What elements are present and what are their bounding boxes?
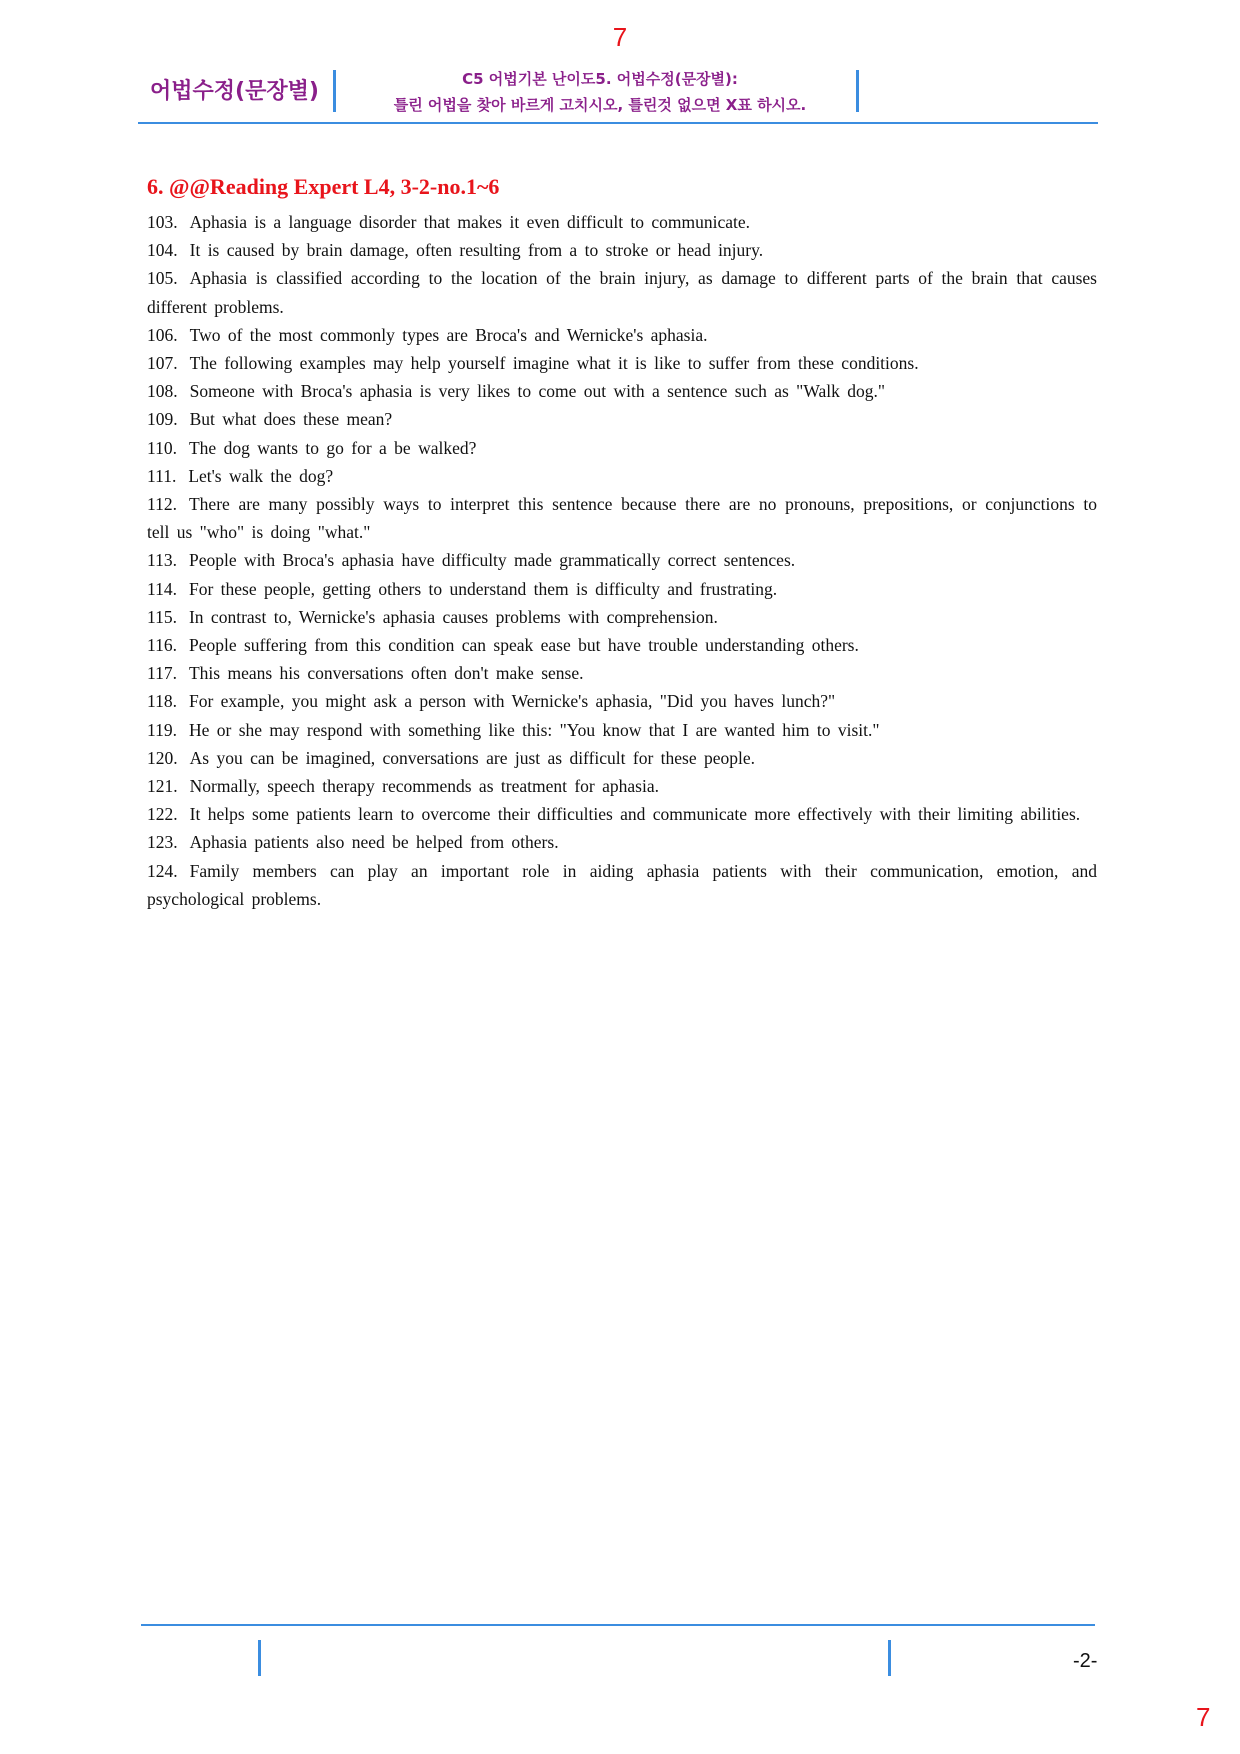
sentence-text: As you can be imagined, conversations are just as difficult for these people. [189, 747, 756, 768]
sentence-item [147, 716, 1097, 744]
sentence-text: Aphasia patients also need be helped from others. [189, 832, 559, 853]
sentence-number: 124. [147, 860, 178, 881]
sentence-text: He or she may respond with something like this: "You know that I are wanted him to visit." [188, 719, 880, 740]
footer-divider-left [258, 1640, 261, 1676]
sentence-item [147, 687, 1097, 715]
sentence-text: The dog wants to go for a be walked? [188, 437, 477, 458]
sentence-item [147, 631, 1097, 659]
sentence-number: 113. [147, 550, 177, 571]
sentence-text: For these people, getting others to understand them is difficulty and frustrating. [188, 578, 778, 599]
sentence-item [147, 659, 1097, 687]
top-page-number: 7 [612, 22, 628, 52]
sentence-item [147, 490, 1097, 546]
sentence-item [147, 208, 1097, 236]
sentence-item [147, 462, 1097, 490]
sentence-text: People suffering from this condition can speak ease but have trouble understanding others. [188, 635, 859, 656]
sentence-text: Let's walk the dog? [188, 465, 334, 486]
footer-divider-right [888, 1640, 891, 1676]
sentence-number: 122. [147, 804, 178, 825]
header-subtitle-line2: 틀린 어법을 찾아 바르게 고치시오, 틀린것 없으면 X표 하시오. [393, 96, 807, 114]
sentence-number: 110. [147, 437, 177, 458]
header-title: 어법수정(문장별) [150, 79, 319, 104]
sentence-number: 105. [147, 268, 178, 289]
footer-page-number: -2- [1073, 1650, 1098, 1672]
sentence-text: Normally, speech therapy recommends as treatment for aphasia. [189, 776, 659, 797]
sentence-text: Aphasia is a language disorder that makes it even difficult to communicate. [189, 212, 751, 232]
sentence-item [147, 575, 1097, 603]
sentence-text: There are many possibly ways to interpret this sentence because there are no pronouns, prepositions, or conjunctions to tell us "who" is doing "what." [147, 494, 1097, 543]
sentence-text: Family members can play an important role in aiding aphasia patients with their communication, emotion, and psychological problems. [147, 860, 1097, 909]
sentence-number: 121. [147, 776, 178, 797]
sentence-item [147, 603, 1097, 631]
sentence-text: Two of the most commonly types are Broca's and Wernicke's aphasia. [189, 324, 708, 345]
sentence-number: 118. [147, 691, 177, 712]
sentence-number: 123. [147, 832, 178, 853]
sentence-number: 108. [147, 381, 178, 402]
sentence-number: 115. [147, 606, 177, 627]
sentence-text: People with Broca's aphasia have difficulty made grammatically correct sentences. [188, 550, 796, 571]
section-title: 6. @@Reading Expert L4, 3-2-no.1~6 [147, 174, 500, 199]
sentence-item [147, 800, 1097, 828]
sentence-number: 107. [147, 353, 178, 374]
sentence-text: This means his conversations often don't make sense. [188, 663, 584, 684]
sentence-text: The following examples may help yourself imagine what it is like to suffer from these conditions. [189, 353, 919, 374]
sentence-item [147, 744, 1097, 772]
sentence-number: 119. [147, 719, 177, 740]
sentence-number: 117. [147, 663, 177, 684]
header-rule [138, 122, 1098, 124]
header-subtitle-line1: C5 어법기본 난이도5. 어법수정(문장별): [462, 70, 738, 88]
footer-rule [141, 1624, 1095, 1626]
sentence-text: In contrast to, Wernicke's aphasia causes problems with comprehension. [188, 606, 718, 627]
sentence-number: 111. [147, 465, 177, 486]
header-divider-left [333, 70, 336, 112]
sentence-item [147, 857, 1097, 913]
sentence-item [147, 349, 1097, 377]
sentence-item [147, 772, 1097, 800]
sentence-item [147, 434, 1097, 462]
header-divider-right [856, 70, 859, 112]
sentence-number: 116. [147, 635, 177, 656]
sentence-text: It helps some patients learn to overcome their difficulties and communicate more effectively with their limiting abilities. [189, 804, 1081, 825]
sentence-list [147, 208, 1097, 913]
sentence-item [147, 405, 1097, 433]
sentence-number: 112. [147, 494, 177, 515]
sentence-item [147, 546, 1097, 574]
sentence-text: For example, you might ask a person with Wernicke's aphasia, "Did you haves lunch?" [188, 691, 836, 712]
sentence-number: 106. [147, 324, 178, 345]
sentence-item [147, 264, 1097, 320]
sentence-text: But what does these mean? [189, 409, 393, 430]
sentence-item [147, 828, 1097, 856]
sentence-number: 109. [147, 409, 178, 430]
sentence-number: 103. [147, 212, 178, 232]
sentence-item [147, 236, 1097, 264]
corner-page-number: 7 [1196, 1702, 1211, 1732]
sentence-text: It is caused by brain damage, often resulting from a to stroke or head injury. [189, 240, 764, 261]
sentence-number: 114. [147, 578, 177, 599]
sentence-text: Aphasia is classified according to the location of the brain injury, as damage to different parts of the brain that causes different problems. [147, 268, 1097, 317]
sentence-item [147, 377, 1097, 405]
sentence-item [147, 321, 1097, 349]
sentence-number: 120. [147, 747, 178, 768]
sentence-text: Someone with Broca's aphasia is very likes to come out with a sentence such as "Walk dog." [189, 381, 885, 402]
sentence-number: 104. [147, 240, 178, 261]
